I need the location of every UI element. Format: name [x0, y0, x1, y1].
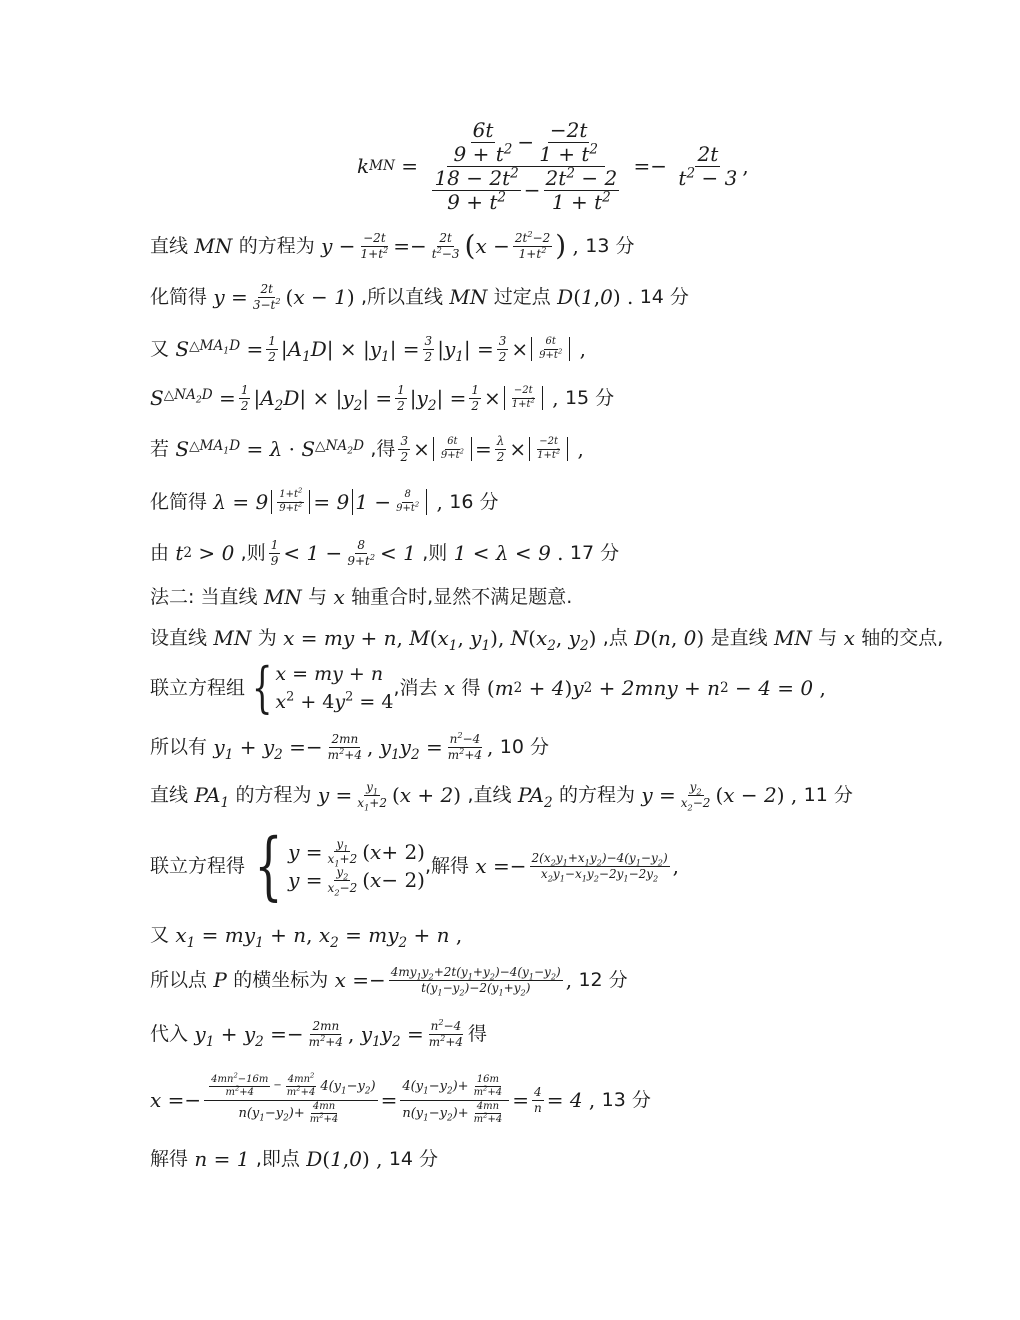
text-l7b: ,则 [240, 542, 266, 564]
line-p-abscissa: 所以点 P 的横坐标为 x =− $4my_1y_2+2t(y_1+y_2)-4(y_1-y_2)$ $t(y_1-y_2)-2(y_1+y_2)$ , 12 分 [150, 964, 628, 997]
text-l18b: ,即点 [255, 1148, 300, 1170]
text-l8: 法二: 当直线 [150, 586, 258, 608]
score-l18: 14 分 [388, 1148, 439, 1170]
text-l15a: 所以点 [150, 969, 208, 991]
line-mn-equation: 直线 MN 的方程为 y − −2t $1+t^2$ =− 2t $t^2-3$ ( x − $2t^2-2$ $1+t^2$ ) , 13 分 [150, 228, 635, 262]
text-l13b: ,解得 [424, 855, 470, 877]
text-l8c: 轴重合时,显然不满足题意. [351, 586, 573, 608]
text-l7a: 由 [150, 542, 170, 564]
text-l8b: 与 [308, 586, 328, 608]
score-l7: 17 分 [569, 542, 620, 564]
line-substitute: 代入 $y_1$ + $y_2$ =− 2mn $m^2+4$ , $y_1y_2$ = $n^2-4$ $m^2+4$ 得 [150, 1016, 488, 1050]
equation-k-mn: k MN = 6t $9 + t^2$ − $\frac{-2t}{1 + t^2}$ $18 - 2t^2$ $9 + t^2$ − $\frac{2t^2 - 2}{1 + t^2}$ =− $\frac{2t}{t^2 - 3}$ , [357, 117, 749, 214]
text-l16b: 得 [468, 1023, 488, 1045]
score-l6: 16 分 [449, 491, 499, 513]
text-l2c: 过定点 [493, 286, 551, 308]
line-lambda-range: 由 t 2 > 0 ,则 1 9 < 1 − 8 $9+t^2$ < 1 ,则 1 < λ < 9 . 17 分 [150, 537, 620, 568]
text-l6a: 化简得 [150, 491, 208, 513]
text-l18a: 解得 [150, 1148, 189, 1170]
line-pa-equations: 直线 $PA_1$ 的方程为 y = $y_1$ $x_1+2$ ( x + 2 ) ,直线 $PA_2$ 的方程为 y = $y_2$ $x_2-2$ ( x − 2 ) , 11 分 [150, 779, 853, 812]
line-system-ellipse: 联立方程组 { x = my + n $x^2 + 4y^2 = 4$ ,消去 x 得 ( m 2 + 4 ) y 2 + 2mny + n 2 − 4 = 0 , [150, 656, 826, 719]
line-solve-x: 联立方程得 { y = $y_1$ $x_1+2$ ( x + 2) y = $y_2$ $x_2-2$ ( x − 2) ,解得 x =− $2(x_2y_1+x_1y_2)-4(y_1-y_2)$ $x_2y_1-x_1y_2-2y_1-2y_2$ , [150, 823, 679, 909]
line-method-two: 法二: 当直线 MN 与 x 轴重合时,显然不满足题意. [150, 585, 573, 609]
text-l12b: 的方程为 [235, 784, 312, 806]
text-l11a: 所以有 [150, 736, 208, 758]
line-simplify-d: 化简得 y = 2t $3-t^2$ ( x − 1 ) ,所以直线 MN 过定点 D ( 1 , 0 ) . 14 分 [150, 281, 689, 312]
text-l9c: ,点 [602, 627, 628, 649]
line-x-result: x =− $4mn^2-16m$ $m^2+4$ − $4mn^2$ $m^2+4$ $4(y_1-y_2)$ $n(y_1-y_2)+$ $\frac{4mn}{m^2+4}$ = $4(y_1-y_2)+$ $\frac{16m}{m^2+4}$ $n(y_1-y_2)+$ $\frac{4mn}{m^2+4}$ = 4 n = 4 , 13 分 [150, 1071, 651, 1125]
line-lambda-simplify: 化简得 λ = 9 $1+t^2$ $9+t^2$ = 9 1 − 8 $9+t^2$ , 16 分 [150, 486, 499, 514]
text-l10b: ,消去 [393, 677, 438, 699]
text-l2a: 化简得 [150, 286, 208, 308]
text-l16a: 代入 [150, 1023, 189, 1045]
text-l9e: 与 [818, 627, 838, 649]
text-l5b: ,得 [370, 438, 396, 460]
text-l5a: 若 [150, 438, 170, 460]
line-lambda-condition: 若 S $\triangle MA_1D$ = λ · S $\triangle NA_2D$ ,得 3 2 × 6t $9+t^2$ = λ 2 × −2t $1+t^2$ , [150, 433, 584, 464]
text-l9d: 是直线 [710, 627, 768, 649]
line-final-d: 解得 n = 1 ,即点 D ( 1 , 0 ) , 14 分 [150, 1147, 439, 1171]
text-l2b: ,所以直线 [361, 286, 444, 308]
text-l9b: 为 [257, 627, 277, 649]
score-l11: 10 分 [499, 736, 549, 758]
line-area-na2d: S $\triangle NA_2D$ = 1 2 | $A_2D$ | × | $y_2$ | = 1 2 | $y_2$ | = 1 2 × −2t $1+t^2$ , 15 分 [150, 382, 615, 414]
text-l14a: 又 [150, 924, 170, 946]
text-l9a: 设直线 [150, 627, 208, 649]
text-l3a: 又 [150, 338, 170, 360]
text-l10c: 得 [461, 677, 481, 699]
score-l15: 12 分 [578, 969, 628, 991]
text-l12a: 直线 [150, 784, 189, 806]
score-l1: 13 分 [585, 235, 635, 257]
text-l10a: 联立方程组 [150, 677, 246, 699]
score-l2: 14 分 [639, 286, 689, 308]
text-l9f: 轴的交点, [861, 627, 944, 649]
text-l1a: 直线 [150, 235, 189, 257]
text-l15b: 的横坐标为 [233, 969, 329, 991]
score-l17: 13 分 [601, 1089, 651, 1111]
score-l12: 11 分 [803, 784, 853, 806]
text-l12d: 的方程为 [558, 784, 635, 806]
line-vieta: 所以有 $y_1$ + $y_2$ =− 2mn $m^2+4$ , $y_1y_2$ = $n^2-4$ $m^2+4$ , 10 分 [150, 729, 549, 763]
line-set-mn: 设直线 MN 为 x = my + n , M ( $x_1$ , $y_1$ ), N ( $x_2$ , $y_2$ ) ,点 D ( n , 0 ) 是直线 MN 与 x 轴的交点, [150, 626, 944, 654]
line-x-substitution: 又 $x_1$ = $my_1$ + n , $x_2$ = $my_2$ + n , [150, 923, 463, 951]
score-l4: 15 分 [564, 387, 615, 409]
text-l13a: 联立方程得 [150, 855, 246, 877]
text-l12c: ,直线 [467, 784, 512, 806]
text-l1b: 的方程为 [238, 235, 315, 257]
text-l7c: ,则 [422, 542, 448, 564]
line-area-ma1d: 又 S $\triangle MA_1D$ = 1 2 | $A_1D$ | × | $y_1$ | = 3 2 | $y_1$ | = 3 2 × 6t $9+t^2$ , [150, 333, 586, 365]
